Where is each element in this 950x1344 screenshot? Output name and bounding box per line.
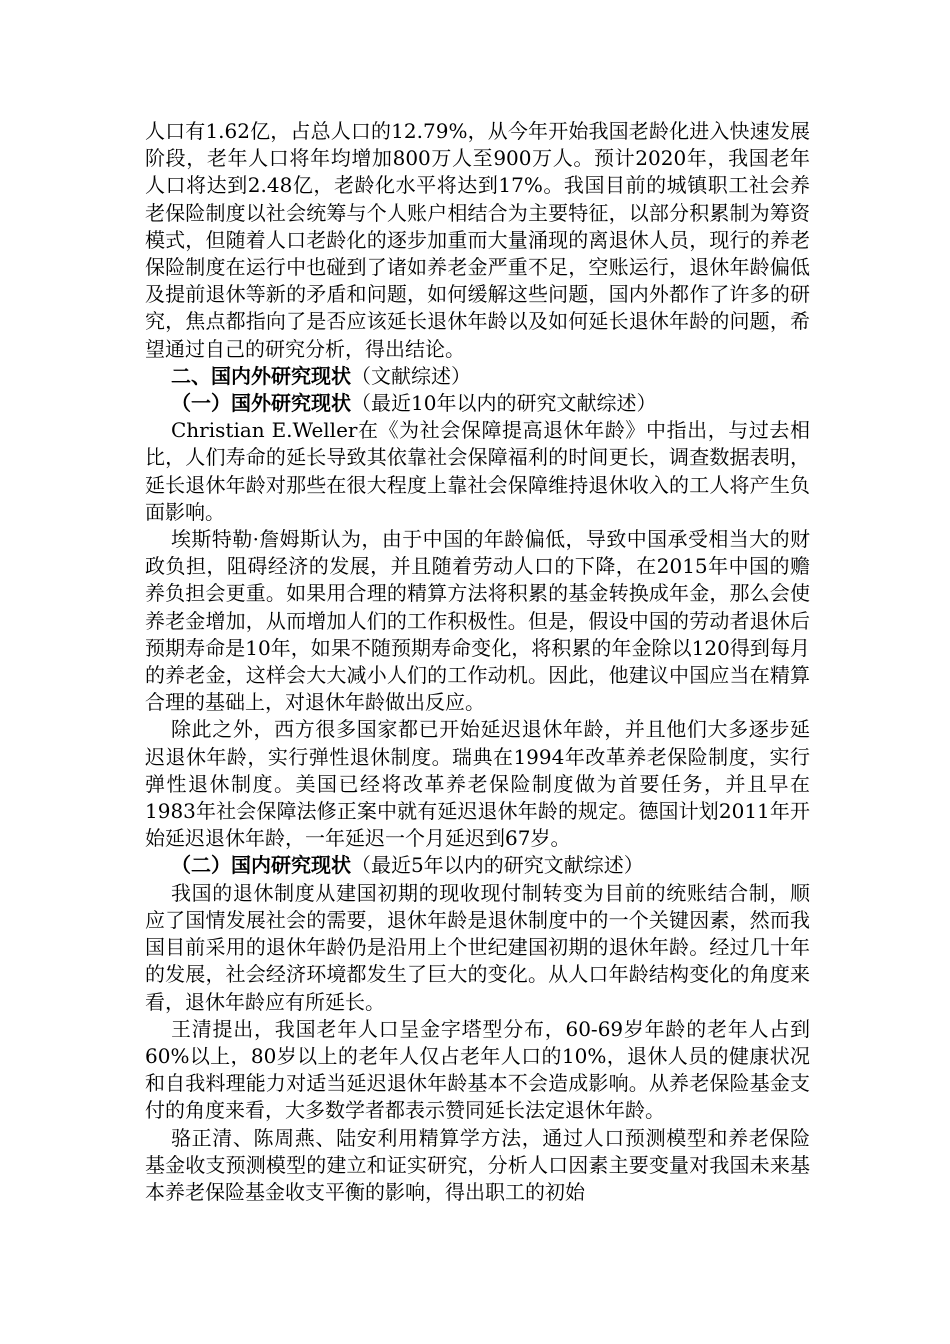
- subsection-heading-domestic: [145, 852, 810, 879]
- paragraph-retirement-system: 我国的退休制度从建国初期的现收现付制转变为目前的统账结合制，顺应了国情发展社会的需要，退休年龄是退休制度中的一个关键因素，然而我国目前采用的退休年龄仍是沿用上个世纪建国初期的退休年龄。经过几十年的发展，社会经济环境都发生了巨大的变化。从人口年龄结构变化的角度来看，退休年龄应有所延长。: [145, 880, 810, 1014]
- heading-bold-text: （二）国内研究现状: [171, 853, 351, 878]
- document-body: [145, 118, 810, 1206]
- section-heading-research-status: [145, 363, 810, 390]
- paragraph-james: 埃斯特勒·詹姆斯认为，由于中国的年龄偏低，导致中国承受相当大的财政负担，阻碍经济的发展，并且随着劳动人口的下降，在2015年中国的赡养负担会更重。如果用合理的精算方法将积累的基金转换成年金，那么会使养老金增加，从而增加人们的工作积极性。但是，假设中国的劳动者退休后预期寿命是10年，如果不随预期寿命变化，将积累的年金除以120得到每月的养老金，这样会大大减小人们的工作动机。因此，他建议中国应当在精算合理的基础上，对退休年龄做出反应。: [145, 527, 810, 715]
- paragraph-wang-qing: 王清提出，我国老年人口呈金字塔型分布，60-69岁年龄的老年人占到60%以上，80岁以上的老年人仅占老年人口的10%，退休人员的健康状况和自我料理能力对适当延迟退休年龄基本不会造成影响。从养老保险基金支付的角度来看，大多数学者都表示赞同延长法定退休年龄。: [145, 1016, 810, 1123]
- paragraph-western-countries: 除此之外，西方很多国家都已开始延迟退休年龄，并且他们大多逐步延迟退休年龄，实行弹性退休制度。瑞典在1994年改革养老保险制度，实行弹性退休制度。美国已经将改革养老保险制度做为首要任务，并且早在1983年社会保障法修正案中就有延迟退休年龄的规定。德国计划2011年开始延迟退休年龄，一年延迟一个月延迟到67岁。: [145, 717, 810, 851]
- paragraph-luo-zhengqing: 骆正清、陈周燕、陆安利用精算学方法，通过人口预测模型和养老保险基金收支预测模型的建立和证实研究，分析人口因素主要变量对我国未来基本养老保险基金收支平衡的影响，得出职工的初始: [145, 1125, 810, 1204]
- heading-bold-text: 二、国内外研究现状: [171, 363, 351, 388]
- subsection-heading-foreign: [145, 390, 810, 417]
- paragraph-weller: Christian E.Weller在《为社会保障提高退休年龄》中指出，与过去相比，人们寿命的延长导致其依靠社会保障福利的时间更长，调查数据表明，延长退休年龄对那些在很大程度上靠社会保障维持退休收入的工人将产生负面影响。: [145, 418, 810, 524]
- heading-note: （文献综述）: [351, 363, 471, 388]
- heading-note: （最近5年以内的研究文献综述）: [351, 853, 644, 878]
- heading-note: （最近10年以内的研究文献综述）: [351, 391, 657, 416]
- heading-bold-text: （一）国外研究现状: [171, 391, 351, 416]
- paragraph-aging-background: 人口有1.62亿，占总人口的12.79%，从今年开始我国老龄化进入快速发展阶段，老年人口将年均增加800万人至900万人。预计2020年，我国老年人口将达到2.48亿，老龄化水平将达到17%。我国目前的城镇职工社会养老保险制度以社会统筹与个人账户相结合为主要特征，以部分积累制为筹资模式，但随着人口老龄化的逐步加重而大量涌现的离退休人员，现行的养老保险制度在运行中也碰到了诸如养老金严重不足，空账运行，退休年龄偏低及提前退休等新的矛盾和问题，如何缓解这些问题，国内外都作了许多的研究，焦点都指向了是否应该延长退休年龄以及如何延长退休年龄的问题，希望通过自己的研究分析，得出结论。: [145, 119, 810, 361]
